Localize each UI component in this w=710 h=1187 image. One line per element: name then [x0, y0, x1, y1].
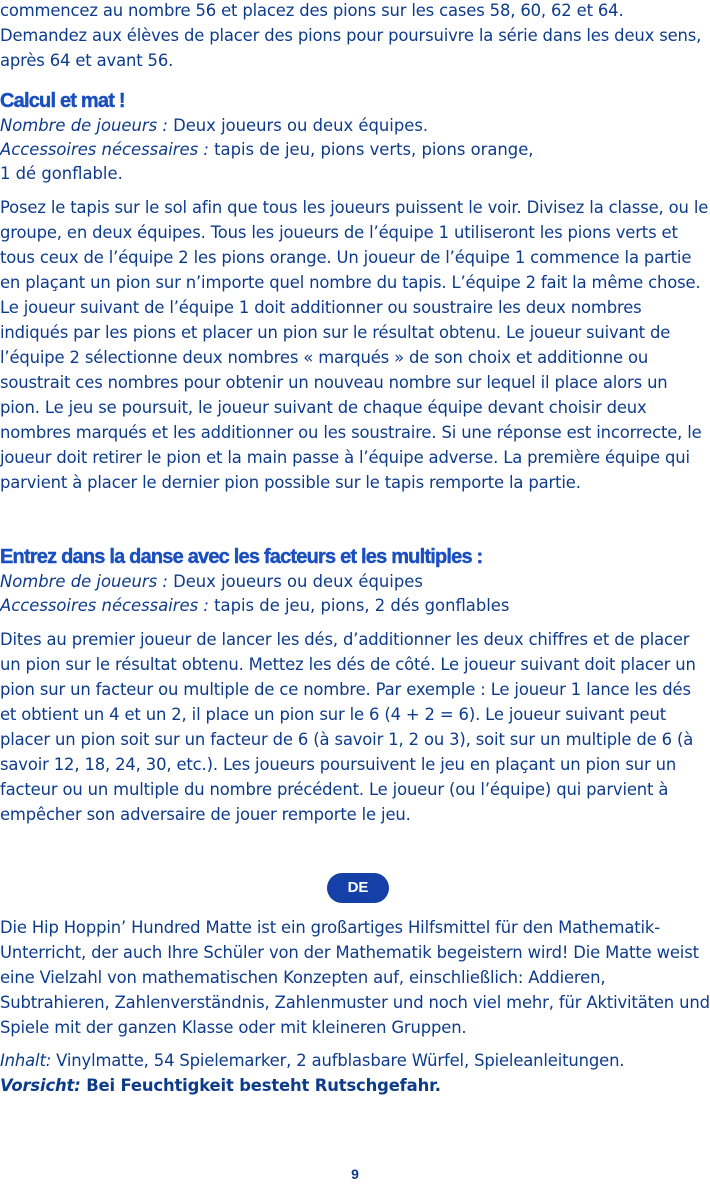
- accessories-label: Accessoires nécessaires :: [0, 596, 209, 615]
- accessories-value: tapis de jeu, pions verts, pions orange,: [208, 140, 534, 159]
- warning-label: Vorsicht:: [0, 1076, 81, 1095]
- players-line: [0, 570, 710, 594]
- contents-label: Inhalt:: [0, 1051, 52, 1070]
- section-calcul: [0, 88, 710, 495]
- accessories-line: [0, 594, 710, 618]
- contents-value: Vinylmatte, 54 Spielemarker, 2 aufblasbare Würfel, Spieleanleitungen.: [51, 1051, 625, 1070]
- warning-value: Bei Feuchtigkeit besteht Rutschgefahr.: [80, 1076, 441, 1095]
- language-badge: DE: [327, 873, 389, 903]
- section-heading-danse: Entrez dans la danse avec les facteurs et les multiples :: [0, 546, 483, 568]
- players-line: [0, 114, 710, 138]
- section-heading-calcul: Calcul et mat !: [0, 90, 125, 112]
- contents-line: [0, 1048, 710, 1073]
- german-body: Die Hip Hoppin’ Hundred Matte ist ein großartiges Hilfsmittel für den Mathematik-Unterricht, der auch Ihre Schüler von der Mathematik begeistern wird! Die Matte weist eine Vielzahl von mathematischen Konzepten auf, einschließlich: Addieren, Subtrahieren, Zahlenverständnis, Zahlenmuster und noch viel mehr, für Aktivitäten und Spiele mit der ganzen Klasse oder mit kleineren Gruppen.: [0, 918, 710, 1037]
- accessories-line-2: 1 dé gonflable.: [0, 164, 123, 183]
- players-label: Nombre de joueurs :: [0, 116, 168, 135]
- section-danse: [0, 544, 710, 827]
- warning-line: [0, 1073, 710, 1098]
- section-body-danse: Dites au premier joueur de lancer les dés, d’additionner les deux chiffres et de placer un pion sur le résultat obtenu. Mettez les dés de côté. Le joueur suivant doit placer un pion sur un facteur ou multiple de ce nombre. Par exemple : Le joueur 1 lance les dés et obtient un 4 et un 2, il place un pion sur le 6 (4 + 2 = 6). Le joueur suivant peut placer un pion soit sur un facteur de 6 (à savoir 1, 2 ou 3), soit sur un multiple de 6 (à savoir 12, 18, 24, 30, etc.). Les joueurs poursuivent le jeu en plaçant un pion sur un facteur ou un multiple du nombre précédent. Le joueur (ou l’équipe) qui parvient à empêcher son adversaire de jouer remporte le jeu.: [0, 630, 696, 824]
- german-section: [0, 915, 710, 1098]
- page-number: 9: [351, 1166, 359, 1182]
- intro-paragraph: commencez au nombre 56 et placez des pions sur les cases 58, 60, 62 et 64. Demandez aux élèves de placer des pions pour poursuivre la série dans les deux sens, après 64 et avant 56.: [0, 1, 702, 70]
- players-value: Deux joueurs ou deux équipes.: [167, 116, 429, 135]
- players-label: Nombre de joueurs :: [0, 572, 168, 591]
- accessories-line: [0, 138, 710, 162]
- accessories-label: Accessoires nécessaires :: [0, 140, 209, 159]
- accessories-value: tapis de jeu, pions, 2 dés gonflables: [208, 596, 510, 615]
- players-value: Deux joueurs ou deux équipes: [167, 572, 423, 591]
- section-body-calcul: Posez le tapis sur le sol afin que tous les joueurs puissent le voir. Divisez la classe, ou le groupe, en deux équipes. Tous les joueurs de l’équipe 1 utiliseront les pions verts et tous ceux de l’équipe 2 les pions orange. Un joueur de l’équipe 1 commence la partie en plaçant un pion sur n’importe quel nombre du tapis. L’équipe 2 fait la même chose. Le joueur suivant de l’équipe 1 doit additionner ou soustraire les deux nombres indiqués par les pions et placer un pion sur le résultat obtenu. Le joueur suivant de l’équipe 2 sélectionne deux nombres « marqués » de son choix et additionne ou soustrait ces nombres pour obtenir un nouveau nombre sur lequel il place alors un pion. Le jeu se poursuit, le joueur suivant de chaque équipe devant choisir deux nombres marqués et les additionner ou les soustraire. Si une réponse est incorrecte, le joueur doit retirer le pion et la main passe à l’équipe adverse. La première équipe qui parvient à placer le dernier pion possible sur le tapis remporte la partie.: [0, 198, 709, 492]
